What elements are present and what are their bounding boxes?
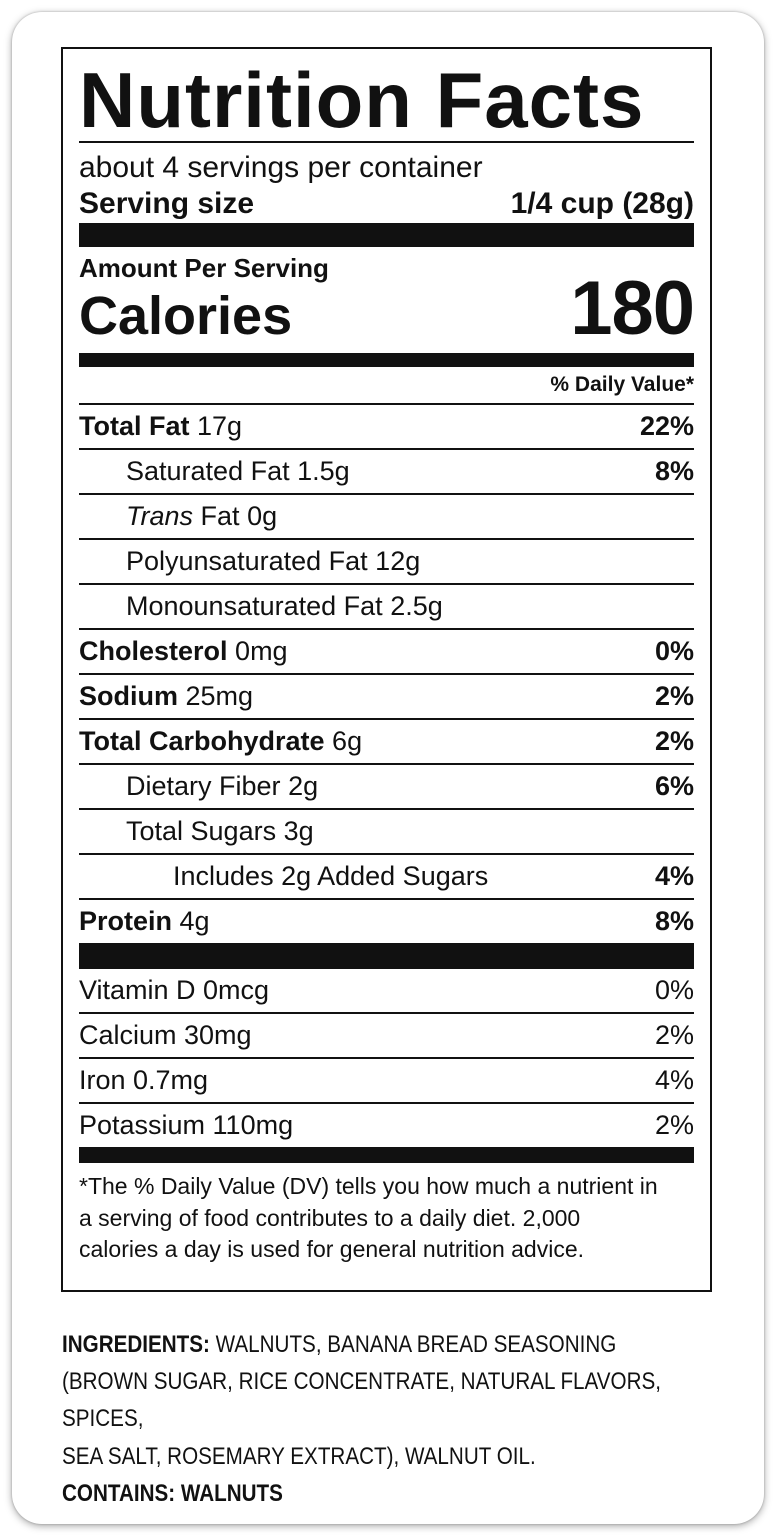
nutrient-row-polyunsaturated-fat [79,540,694,585]
nutrient-name: Total Fat [79,411,190,441]
nutrient-row-cholesterol [79,630,694,675]
vitamin-name: Potassium 110mg [79,1110,294,1140]
nutrient-name: Dietary Fiber [126,771,281,801]
thick-divider [79,223,694,247]
servings-per-container: about 4 servings per container [79,151,483,184]
nutrient-dv: 8% [654,906,694,936]
amount-per-serving: Amount Per Serving [79,253,329,283]
nutrient-amount: 2.5g [390,591,443,621]
nutrient-row-sodium [79,675,694,720]
nutrition-facts-title: Nutrition Facts [79,56,645,144]
ingredients-header: INGREDIENTS: [62,1331,210,1358]
nutrient-amount: 17g [197,411,243,441]
nutrient-name: Polyunsaturated Fat [126,546,368,576]
nutrient-row-saturated-fat [79,450,694,495]
nutrient-amount: 0g [247,501,278,531]
nutrient-amount: 12g [375,546,421,576]
nutrient-row-total-carbohydrate [79,720,694,765]
nutrient-dv: 6% [654,771,694,801]
vitamin-row-potassium [79,1104,694,1147]
vitamin-name: Iron 0.7mg [79,1065,209,1095]
contains-statement: CONTAINS: WALNUTS [62,1479,283,1507]
nutrient-amount: 6g [332,726,363,756]
calories-label: Calories [79,286,293,346]
vitamin-row-calcium [79,1014,694,1059]
footnote-line: a serving of food contributes to a daily diet. 2,000 [79,1204,581,1231]
nutrient-amount: 3g [283,816,314,846]
ingredients-section [62,1326,724,1512]
nutrient-row-dietary-fiber [79,765,694,810]
nutrient-amount: 1.5g [297,456,350,486]
nutrient-row-monounsaturated-fat [79,585,694,630]
ingredients-line: WALNUTS, BANANA BREAD SEASONING [215,1331,617,1358]
nutrient-dv: 0% [654,636,694,666]
nutrient-name: Trans [126,501,194,531]
nutrient-name: Protein [79,906,173,936]
nutrient-name: Saturated Fat [126,456,290,486]
nutrient-amount: 0mg [235,636,288,666]
nutrient-name: Sodium [79,681,178,711]
nutrient-amount: 2g [288,771,319,801]
vitamin-dv: 4% [654,1065,694,1095]
medium-divider [79,353,694,367]
footnote-divider [79,1147,694,1163]
daily-value-header: % Daily Value* [79,367,694,405]
vitamins-divider [79,943,694,969]
nutrient-name: Total Carbohydrate [79,726,325,756]
nutrient-row-trans-fat [79,495,694,540]
footnote-line: *The % Daily Value (DV) tells you how much a nutrient in [79,1173,658,1199]
serving-size-value: 1/4 cup (28g) [510,187,694,220]
nutrient-amount: 4g [179,906,210,936]
ingredients-line: (BROWN SUGAR, RICE CONCENTRATE, NATURAL FLAVORS, SPICES, [62,1368,662,1433]
nutrient-dv: 4% [654,861,694,891]
vitamin-row-vitamin-d [79,969,694,1014]
nutrient-name-suffix: Fat [200,501,240,531]
nutrient-name: Total Sugars [126,816,277,846]
vitamin-dv: 2% [654,1110,694,1140]
vitamin-name: Vitamin D 0mcg [79,975,270,1005]
serving-size-row [79,189,694,223]
vitamin-dv: 0% [654,975,694,1005]
serving-size-label: Serving size [79,187,255,220]
nutrient-row-protein [79,900,694,943]
nutrient-dv: 22% [639,411,694,441]
nutrient-dv: 2% [654,726,694,756]
nutrient-row-total-fat [79,405,694,450]
vitamin-row-iron [79,1059,694,1104]
vitamin-dv: 2% [654,1020,694,1050]
nutrient-row-added-sugars [79,855,694,900]
nutrient-dv: 2% [654,681,694,711]
nutrient-amount: 25mg [185,681,254,711]
nutrient-dv: 8% [654,456,694,486]
footnote-line: calories a day is used for general nutrition advice. [79,1236,585,1263]
daily-value-footnote [79,1171,694,1266]
nutrition-facts-panel [61,47,712,1292]
nutrient-name: Cholesterol [79,636,228,666]
nutrient-name: Monounsaturated Fat [126,591,383,621]
nutrient-name: Includes 2g Added Sugars [173,861,489,891]
calories-value: 180 [570,266,694,351]
ingredients-line: SEA SALT, ROSEMARY EXTRACT), WALNUT OIL. [62,1442,536,1470]
nutrient-row-total-sugars [79,810,694,855]
vitamin-name: Calcium 30mg [79,1020,252,1050]
